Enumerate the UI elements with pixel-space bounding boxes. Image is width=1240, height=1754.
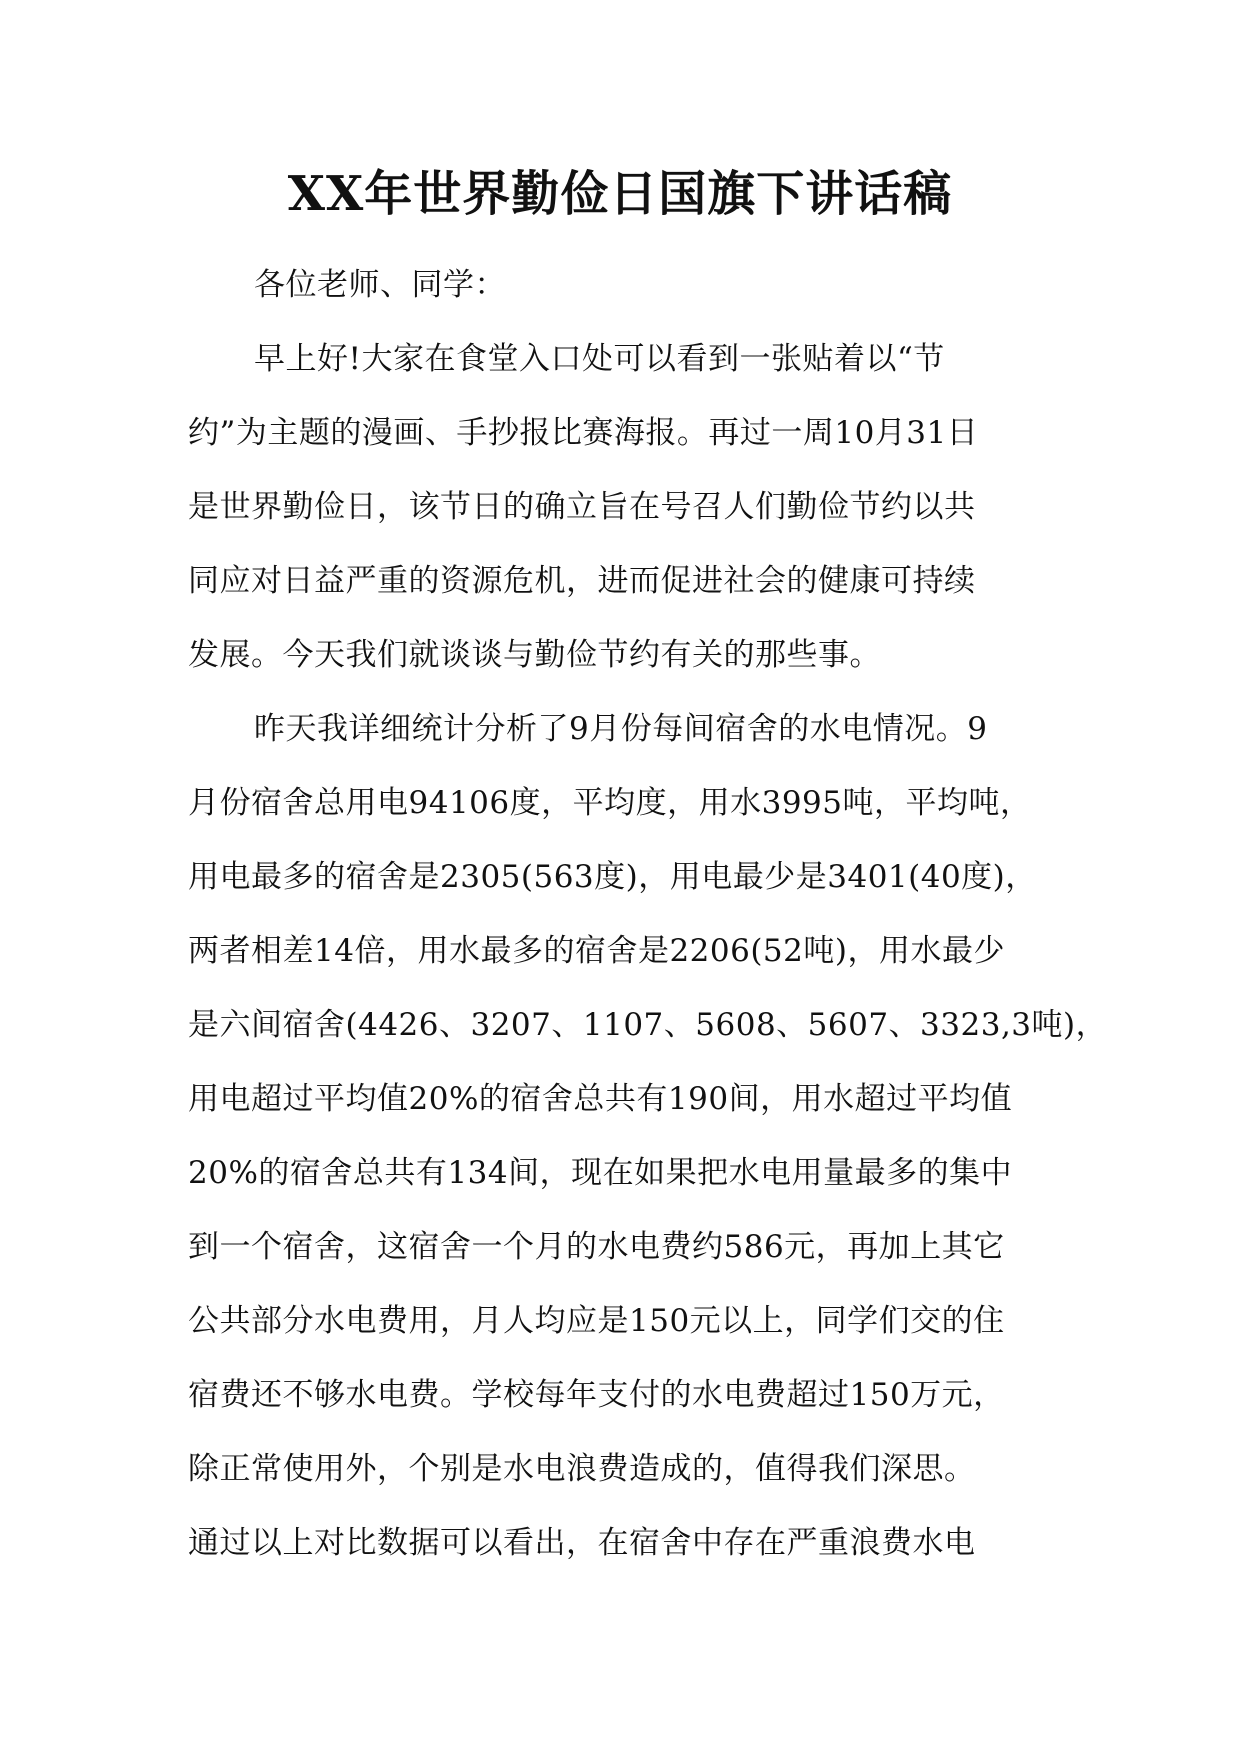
paragraph-2-line-11: 除正常使用外，个别是水电浪费造成的，值得我们深思。	[188, 1451, 976, 1487]
document-title: XX年世界勤俭日国旗下讲话稿	[287, 166, 953, 222]
paragraph-1-line-4: 同应对日益严重的资源危机，进而促进社会的健康可持续	[188, 563, 976, 599]
paragraph-2-line-3: 用电最多的宿舍是2305(563度)，用电最少是3401(40度)，	[188, 859, 1037, 895]
paragraph-1-line-2: 约”为主题的漫画、手抄报比赛海报。再过一周10月31日	[188, 415, 979, 451]
paragraph-2-line-4: 两者相差14倍，用水最多的宿舍是2206(52吨)，用水最少	[188, 933, 1005, 969]
paragraph-2-line-8: 到一个宿舍，这宿舍一个月的水电费约586元，再加上其它	[188, 1229, 1005, 1265]
paragraph-2-line-6: 用电超过平均值20%的宿舍总共有190间，用水超过平均值	[188, 1081, 1013, 1117]
paragraph-2-line-10: 宿费还不够水电费。学校每年支付的水电费超过150万元，	[188, 1377, 1005, 1413]
paragraph-2-line-12: 通过以上对比数据可以看出，在宿舍中存在严重浪费水电	[188, 1525, 976, 1561]
paragraph-1-line-3: 是世界勤俭日，该节日的确立旨在号召人们勤俭节约以共	[188, 489, 976, 525]
paragraph-1-line-1: 早上好!大家在食堂入口处可以看到一张贴着以“节	[254, 341, 945, 377]
paragraph-2-line-1: 昨天我详细统计分析了9月份每间宿舍的水电情况。9	[254, 711, 988, 747]
paragraph-2-line-2: 月份宿舍总用电94106度，平均度，用水3995吨，平均吨，	[188, 785, 1032, 821]
paragraph-2-line-7: 20%的宿舍总共有134间，现在如果把水电用量最多的集中	[188, 1155, 1013, 1191]
salutation-line: 各位老师、同学：	[254, 267, 506, 303]
paragraph-1-line-5: 发展。今天我们就谈谈与勤俭节约有关的那些事。	[188, 637, 881, 673]
paragraph-2-line-5: 是六间宿舍(4426、3207、1107、5608、5607、3323,3吨)，	[188, 1007, 1108, 1043]
document-body	[188, 248, 1108, 1580]
paragraph-2-line-9: 公共部分水电费用，月人均应是150元以上，同学们交的住	[188, 1303, 1005, 1339]
